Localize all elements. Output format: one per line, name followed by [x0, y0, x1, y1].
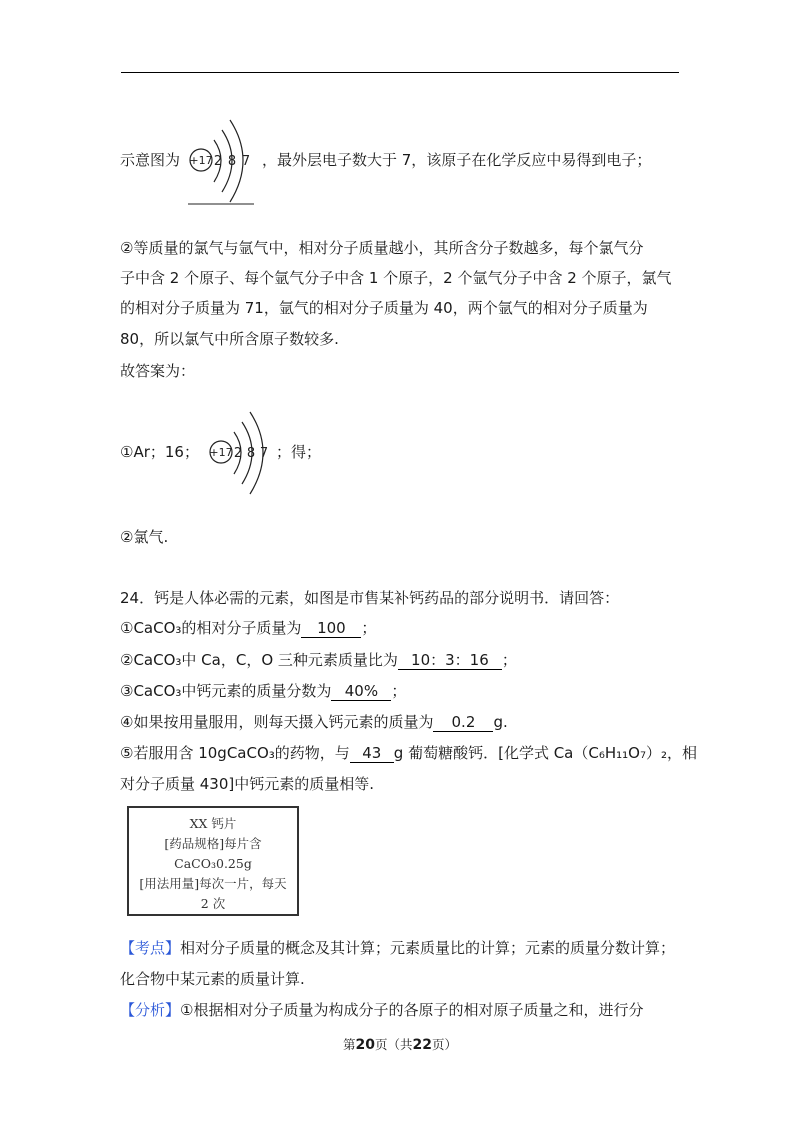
text-line: 故答案为： [120, 362, 196, 380]
text-line [276, 442, 321, 462]
text-line [262, 150, 651, 170]
shell-electrons-3: 7 [241, 154, 251, 169]
text-line: 化合物中某元素的质量计算. [120, 970, 305, 988]
answer-blank: 0.2 [433, 713, 493, 732]
text-span: 示意图为 [120, 151, 181, 169]
question-intro: 24．钙是人体必需的元素，如图是市售某补钙药品的部分说明书．请回答： [120, 589, 620, 607]
shell-electrons-3: 7 [259, 446, 269, 461]
page-number: 20 [355, 1037, 375, 1053]
atom-structure-diagram-2 [204, 404, 280, 496]
fenxi-tag: 【分析】 [120, 1001, 181, 1019]
text-span: ；得； [276, 443, 322, 461]
text-line: 对分子质量 430]中钙元素的质量相等. [120, 775, 375, 793]
text-span: ①Ar；16； [120, 443, 199, 461]
text-line: 的相对分子质量为 71，氩气的相对分子质量为 40，两个氩气的相对分子质量为 [120, 299, 648, 317]
text-span: ⑤若服用含 10gCaCO₃的药物，与 [120, 744, 350, 762]
answer-blank: 40% [331, 682, 391, 701]
shell-electrons-2: 8 [227, 154, 237, 169]
nucleus-charge: +17 [209, 446, 233, 459]
text-span: ③CaCO₃中钙元素的质量分数为 [120, 682, 332, 700]
sub-question-1 [120, 618, 376, 638]
text-line: 80，所以氯气中所含原子数较多. [120, 330, 339, 348]
kaodian-line [120, 938, 675, 958]
text-span: ； [501, 651, 517, 669]
text-span: ； [361, 619, 377, 637]
text-span: ④如果按用量服用，则每天摄入钙元素的质量为 [120, 713, 434, 731]
text-span: ，最外层电子数大于 7，该原子在化学反应中易得到电子； [262, 151, 652, 169]
label-line: CaCO₃0.25g [174, 856, 252, 871]
shell-electrons-2: 8 [246, 446, 256, 461]
answer-blank: 100 [301, 619, 361, 638]
nucleus-charge: +17 [189, 154, 213, 167]
label-line: 2 次 [200, 896, 226, 911]
atom-structure-diagram-1 [184, 110, 264, 206]
footer-text: 第 [342, 1037, 356, 1052]
medicine-label-box [127, 806, 299, 916]
sub-question-5 [120, 743, 697, 763]
answer-blank: 43 [350, 744, 394, 763]
text-line [120, 442, 199, 462]
text-line: ②氯气. [120, 528, 169, 546]
text-span: 相对分子质量的概念及其计算；元素质量比的计算；元素的质量分数计算； [180, 939, 676, 957]
fenxi-line [120, 1000, 643, 1020]
answer-blank: 10：3：16 [398, 651, 502, 670]
text-line: ②等质量的氯气与氩气中，相对分子质量越小，其所含分子数越多，每个氯气分 [120, 239, 644, 257]
header-rule [121, 72, 679, 73]
sub-question-3 [120, 681, 406, 701]
page-footer [0, 1035, 800, 1053]
text-line [120, 150, 180, 170]
total-pages: 22 [412, 1037, 432, 1053]
kaodian-tag: 【考点】 [120, 939, 181, 957]
sub-question-4 [120, 712, 508, 732]
footer-text: 页（共 [374, 1037, 413, 1052]
footer-text: 页） [431, 1037, 457, 1052]
text-span: ①CaCO₃的相对分子质量为 [120, 619, 302, 637]
text-line: 子中含 2 个原子、每个氩气分子中含 1 个原子，2 个氩气分子中含 2 个原子，氯气 [120, 269, 672, 287]
label-line: [用法用量]每次一片，每天 [139, 876, 287, 891]
text-span: ①根据相对分子质量为构成分子的各原子的相对原子质量之和，进行分 [180, 1001, 644, 1019]
text-span: g 葡萄糖酸钙．[化学式 Ca（C₆H₁₁O₇）₂，相 [393, 744, 697, 762]
label-line: [药品规格]每片含 [164, 836, 262, 851]
sub-question-2 [120, 650, 517, 670]
shell-electrons-1: 2 [213, 154, 223, 169]
shell-electrons-1: 2 [233, 446, 243, 461]
text-span: ； [391, 682, 407, 700]
label-line: XX 钙片 [189, 816, 237, 831]
text-span: g. [493, 713, 508, 731]
text-span: ②CaCO₃中 Ca，C，O 三种元素质量比为 [120, 651, 398, 669]
